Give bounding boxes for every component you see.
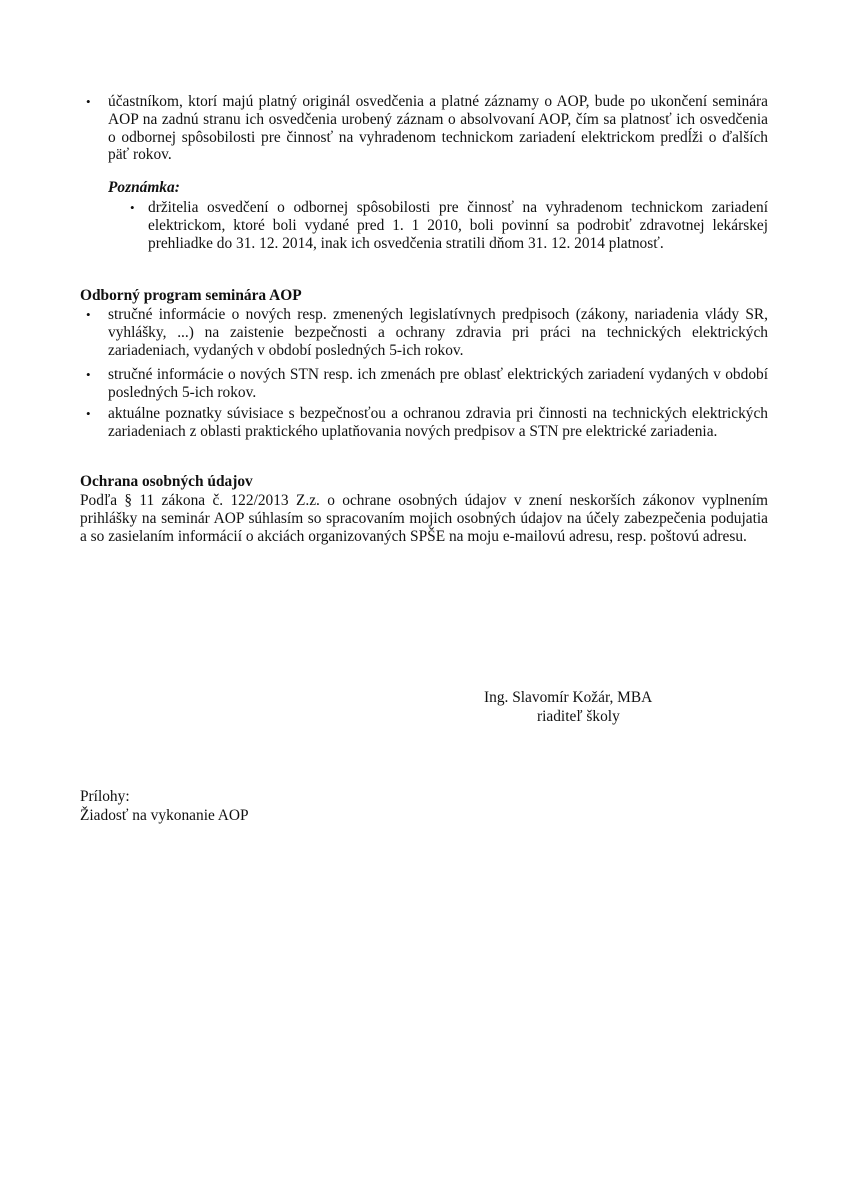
program-heading: Odborný program seminára AOP <box>80 287 302 304</box>
signature-name: Ing. Slavomír Kožár, MBA <box>484 689 653 706</box>
program-item <box>86 306 768 359</box>
bullet-icon: • <box>86 367 91 382</box>
intro-bullet-item <box>86 93 768 164</box>
attachment-item: Žiadosť na vykonanie AOP <box>80 807 249 824</box>
note-label: Poznámka: <box>108 179 180 196</box>
intro-bullet-text: účastníkom, ktorí majú platný originál osvedčenia a platné záznamy o AOP, bude po ukončení seminára AOP na zadnú stranu ich osvedčenia urobený záznam o absolvovaní AOP, čím sa platnosť ich osvedčenia o odbornej spôsobilosti pre činnosť na vyhradenom technickom zariadení elektrickom predĺži o ďalších päť rokov. <box>108 93 768 164</box>
privacy-heading: Ochrana osobných údajov <box>80 473 253 490</box>
bullet-icon: • <box>86 94 91 109</box>
privacy-text: Podľa § 11 zákona č. 122/2013 Z.z. o ochrane osobných údajov v znení neskorších zákonov vyplnením prihlášky na seminár AOP súhlasím so spracovaním mojich osobných údajov na účely zabezpečenia podujatia a so zasielaním informácií o akciách organizovaných SPŠE na moju e-mailovú adresu, resp. poštovú adresu. <box>80 492 768 545</box>
program-item-text: stručné informácie o nových resp. zmenených legislatívnych predpisoch (zákony, nariadenia vlády SR, vyhlášky, ...) na zaistenie bezpečnosti a ochrany zdravia pri práci na technických elektrických zariadeniach, vydaných v období posledných 5-ich rokov. <box>108 306 768 359</box>
note-bullet-item <box>130 199 768 252</box>
bullet-icon: • <box>86 307 91 322</box>
bullet-icon: • <box>86 406 91 421</box>
note-bullet-text: držitelia osvedčení o odbornej spôsobilosti pre činnosť na vyhradenom technickom zariadení elektrickom, ktoré boli vydané pred 1. 1 2010, boli povinní sa podrobiť zdravotnej lekárskej prehliadke do 31. 12. 2014, inak ich osvedčenia stratili dňom 31. 12. 2014 platnosť. <box>148 199 768 252</box>
program-item <box>86 405 768 441</box>
program-item-text: stručné informácie o nových STN resp. ich zmenách pre oblasť elektrických zariadení vydaných v období posledných 5-ich rokov. <box>108 366 768 401</box>
signature-role: riaditeľ školy <box>537 708 620 725</box>
attachments-label: Prílohy: <box>80 788 130 805</box>
program-item <box>86 366 768 402</box>
program-item-text: aktuálne poznatky súvisiace s bezpečnosťou a ochranou zdravia pri činnosti na technických elektrických zariadeniach z oblasti praktického uplatňovania nových predpisov a STN pre elektrické zariadenia. <box>108 405 768 440</box>
bullet-icon: • <box>130 200 135 215</box>
